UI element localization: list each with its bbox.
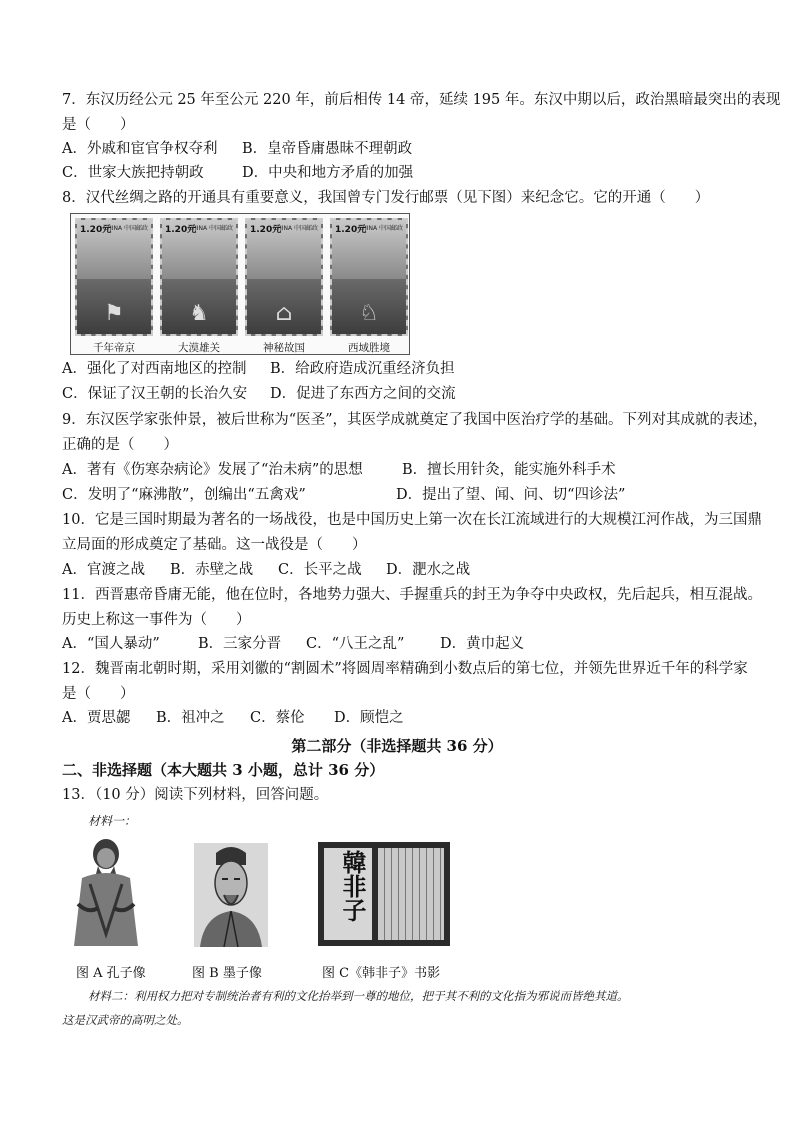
stamp-country: CHINA 中国邮政 <box>358 225 403 232</box>
q9-stem-line1: 9．东汉医学家张仲景，被后世称为“医圣”，其医学成就奠定了我国中医治疗学的基础。下列对其成就的表述， <box>62 412 768 428</box>
crane-icon: ⚑ <box>104 301 124 326</box>
stamp-label-1: 千年帝京 <box>93 342 135 354</box>
material1-label: 材料一： <box>88 814 137 828</box>
stamp-value: 1.20元 <box>80 225 112 235</box>
q12-option-d[interactable]: D．顾恺之 <box>334 710 404 726</box>
hanfeizi-book-image <box>318 842 450 946</box>
material2-line2: 这是汉武帝的高明之处。 <box>62 1013 189 1027</box>
q12-option-c[interactable]: C．蔡伦 <box>250 710 305 726</box>
stamp-label-3: 神秘故国 <box>263 342 305 354</box>
stamp-value: 1.20元 <box>335 225 367 235</box>
ruins-icon: ⌂ <box>275 301 293 326</box>
section-heading: 二、非选择题（本大题共 3 小题，总计 36 分） <box>62 761 385 779</box>
book-title-text: 韓非子 <box>338 850 367 922</box>
q8-option-b[interactable]: B．给政府造成沉重经济负担 <box>270 361 455 377</box>
q9-stem-line2: 正确的是（ ） <box>62 437 178 453</box>
q8-stem: 8．汉代丝绸之路的开通具有重要意义，我国曾专门发行邮票（见下图）来纪念它。它的开通（ ） <box>62 190 710 206</box>
stamp-country: CHINA 中国邮政 <box>188 225 233 232</box>
stamp-value: 1.20元 <box>165 225 197 235</box>
q11-option-a[interactable]: A．“国人暴动” <box>62 636 160 652</box>
confucius-portrait-image <box>68 834 144 950</box>
stamp-value: 1.20元 <box>250 225 282 235</box>
q10-option-c[interactable]: C．长平之战 <box>278 562 362 578</box>
caption-a: 图 A 孔子像 <box>76 966 146 981</box>
caption-c: 图 C《韩非子》书影 <box>322 966 441 981</box>
q11-option-d[interactable]: D．黄巾起义 <box>440 636 525 652</box>
stamp-3 <box>245 218 323 336</box>
q12-stem-line1: 12．魏晋南北朝时期，采用刘徽的“割圆术”将圆周率精确到小数点后的第七位，并领先世界近千年的科学家 <box>62 661 748 677</box>
q9-option-c[interactable]: C．发明了“麻沸散”，创编出“五禽戏” <box>62 487 306 503</box>
stamp-2 <box>160 218 238 336</box>
horse-icon: ♞ <box>189 301 209 326</box>
q12-stem-line2: 是（ ） <box>62 686 135 702</box>
stamp-country: CHINA 中国邮政 <box>103 225 148 232</box>
q7-option-a[interactable]: A．外戚和宦官争权夺利 <box>62 141 218 157</box>
q9-option-b[interactable]: B．擅长用针灸，能实施外科手术 <box>402 462 616 478</box>
material2-line1: 材料二：利用权力把对专制统治者有利的文化抬举到一尊的地位，把于其不利的文化指为邪说而皆绝其道。 <box>88 989 629 1003</box>
part2-title: 第二部分（非选择题共 36 分） <box>291 737 503 755</box>
q7-option-b[interactable]: B．皇帝昏庸愚昧不理朝政 <box>242 141 413 157</box>
q7-option-c[interactable]: C．世家大族把持朝政 <box>62 165 204 181</box>
q9-option-d[interactable]: D．提出了望、闻、问、切“四诊法” <box>396 487 626 503</box>
stamp-country: CHINA 中国邮政 <box>273 225 318 232</box>
lion-icon: ♘ <box>359 301 379 326</box>
q10-stem-line2: 立局面的形成奠定了基础。这一战役是（ ） <box>62 537 367 553</box>
q13-stem: 13．（10 分）阅读下列材料，回答问题。 <box>62 787 329 803</box>
q7-stem-line1: 7．东汉历经公元 25 年至公元 220 年，前后相传 14 帝，延续 195 年。东汉中期以后，政治黑暗最突出的表现 <box>62 92 781 108</box>
q12-option-b[interactable]: B．祖冲之 <box>156 710 225 726</box>
silk-road-stamps-image <box>70 213 410 355</box>
q11-stem-line1: 11．西晋惠帝昏庸无能，他在位时，各地势力强大、手握重兵的封王为争夺中央政权，先后起兵，相互混战。 <box>62 587 762 603</box>
q11-stem-line2: 历史上称这一事件为（ ） <box>62 612 251 628</box>
stamp-4 <box>330 218 408 336</box>
q10-option-d[interactable]: D．淝水之战 <box>386 562 471 578</box>
stamp-1 <box>75 218 153 336</box>
q8-option-c[interactable]: C．保证了汉王朝的长治久安 <box>62 386 248 402</box>
q10-option-a[interactable]: A．官渡之战 <box>62 562 145 578</box>
q12-option-a[interactable]: A．贾思勰 <box>62 710 131 726</box>
q11-option-c[interactable]: C．“八王之乱” <box>306 636 405 652</box>
q10-stem-line1: 10．它是三国时期最为著名的一场战役，也是中国历史上第一次在长江流域进行的大规模江河作战，为三国鼎 <box>62 512 762 528</box>
mozi-portrait-image <box>194 843 268 947</box>
q8-option-d[interactable]: D．促进了东西方之间的交流 <box>270 386 456 402</box>
stamp-label-2: 大漠雄关 <box>178 342 220 354</box>
stamp-label-4: 西域胜境 <box>348 342 390 354</box>
q7-option-d[interactable]: D．中央和地方矛盾的加强 <box>242 165 414 181</box>
q7-stem-line2: 是（ ） <box>62 117 135 133</box>
q8-option-a[interactable]: A．强化了对西南地区的控制 <box>62 361 247 377</box>
caption-b: 图 B 墨子像 <box>192 966 262 981</box>
q10-option-b[interactable]: B．赤壁之战 <box>170 562 254 578</box>
q9-option-a[interactable]: A．著有《伤寒杂病论》发展了“治未病”的思想 <box>62 462 363 478</box>
q11-option-b[interactable]: B．三家分晋 <box>198 636 282 652</box>
